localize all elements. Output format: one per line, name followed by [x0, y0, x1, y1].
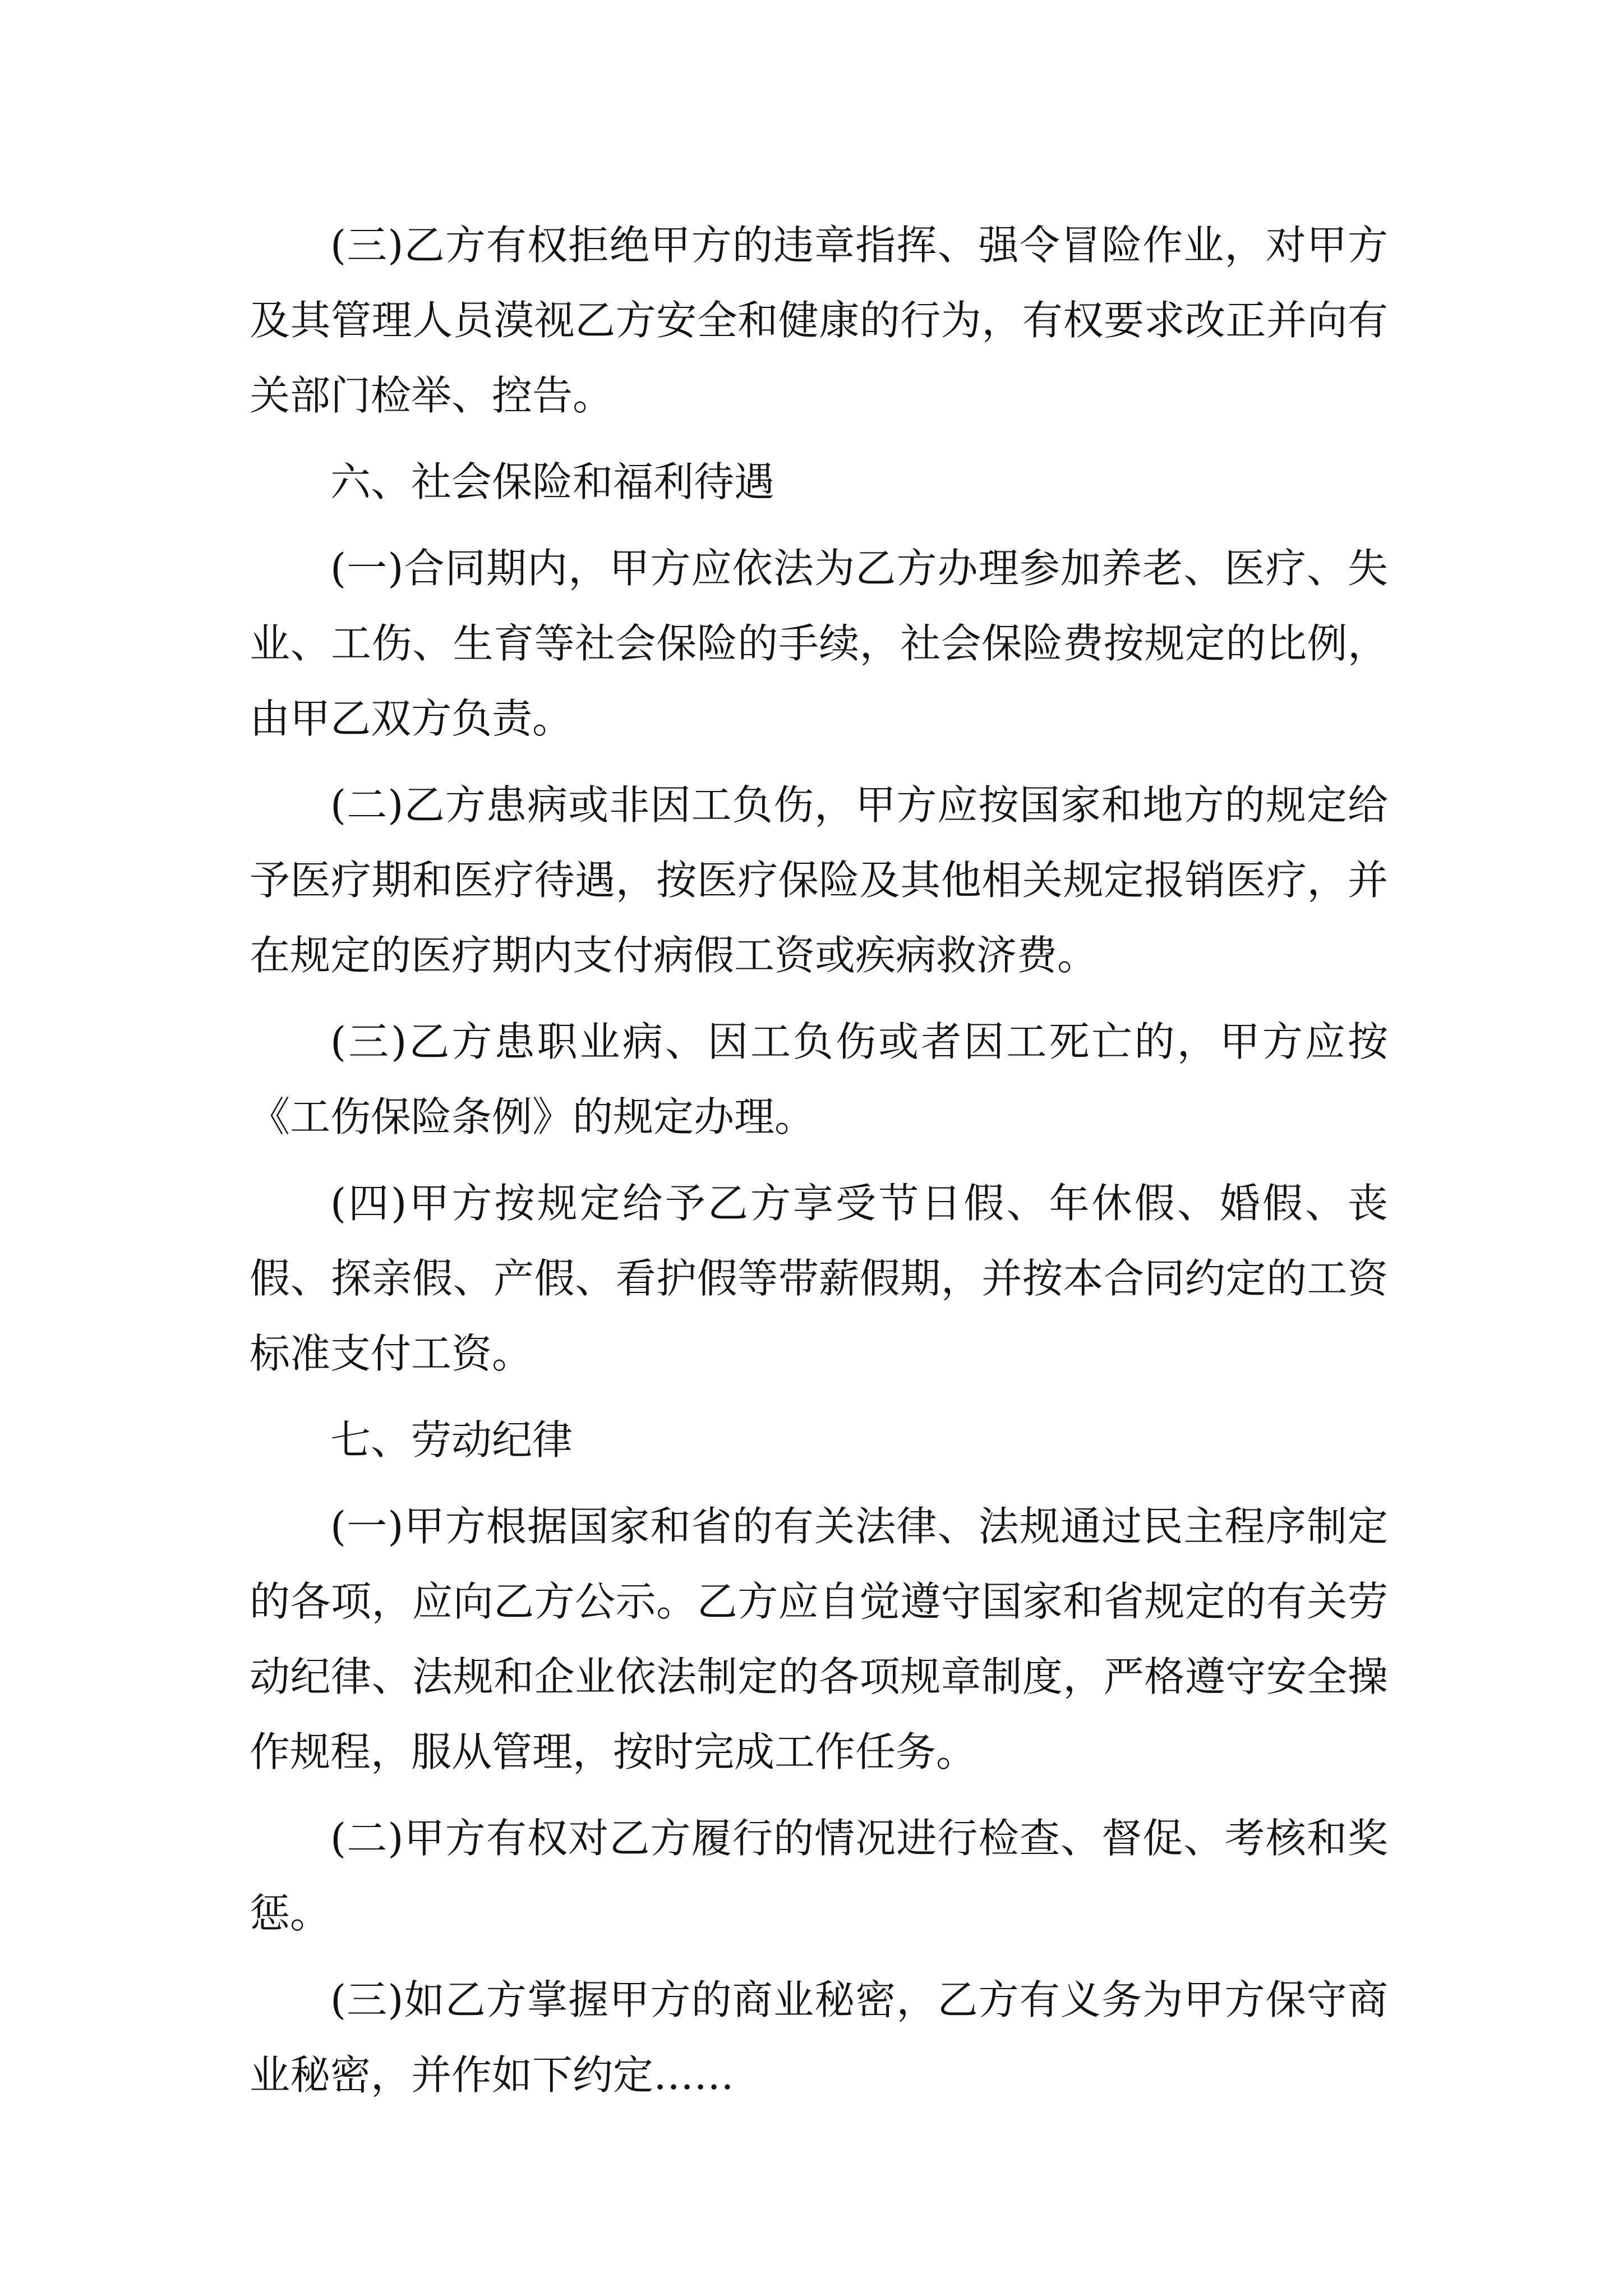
paragraph-2-sick-leave: (二)乙方患病或非因工负伤，甲方应按国家和地方的规定给予医疗期和医疗待遇，按医疗保险及其他相关规定报销医疗，并在规定的医疗期内支付病假工资或疾病救济费。 — [250, 781, 1388, 979]
section-heading-labor-discipline: 七、劳动纪律 — [330, 1416, 573, 1464]
paragraph-1-social-insurance: (一)合同期内，甲方应依法为乙方办理参加养老、医疗、失业、工伤、生育等社会保险的手续，社会保险费按规定的比例，由甲乙双方负责。 — [250, 545, 1388, 742]
paragraph-3-trade-secrets: (三)如乙方掌握甲方的商业秘密，乙方有义务为甲方保守商业秘密，并作如下约定…… — [250, 1976, 1388, 2099]
document-page — [250, 208, 1388, 2113]
paragraph-3-right-to-refuse: (三)乙方有权拒绝甲方的违章指挥、强令冒险作业，对甲方及其管理人员漠视乙方安全和健康的行为，有权要求改正并向有关部门检举、控告。 — [250, 222, 1388, 419]
paragraph-1-rules: (一)甲方根据国家和省的有关法律、法规通过民主程序制定的各项，应向乙方公示。乙方应自觉遵守国家和省规定的有关劳动纪律、法规和企业依法制定的各项规章制度，严格遵守安全操作规程，服从管理，按时完成工作任务。 — [250, 1503, 1388, 1775]
paragraph-3-work-injury: (三)乙方患职业病、因工负伤或者因工死亡的，甲方应按《工伤保险条例》的规定办理。 — [250, 1018, 1388, 1140]
paragraph-2-inspection: (二)甲方有权对乙方履行的情况进行检查、督促、考核和奖惩。 — [250, 1815, 1388, 1937]
section-heading-social-insurance: 六、社会保险和福利待遇 — [330, 458, 775, 505]
paragraph-4-paid-leave: (四)甲方按规定给予乙方享受节日假、年休假、婚假、丧假、探亲假、产假、看护假等带薪假期，并按本合同约定的工资标准支付工资。 — [250, 1180, 1388, 1377]
